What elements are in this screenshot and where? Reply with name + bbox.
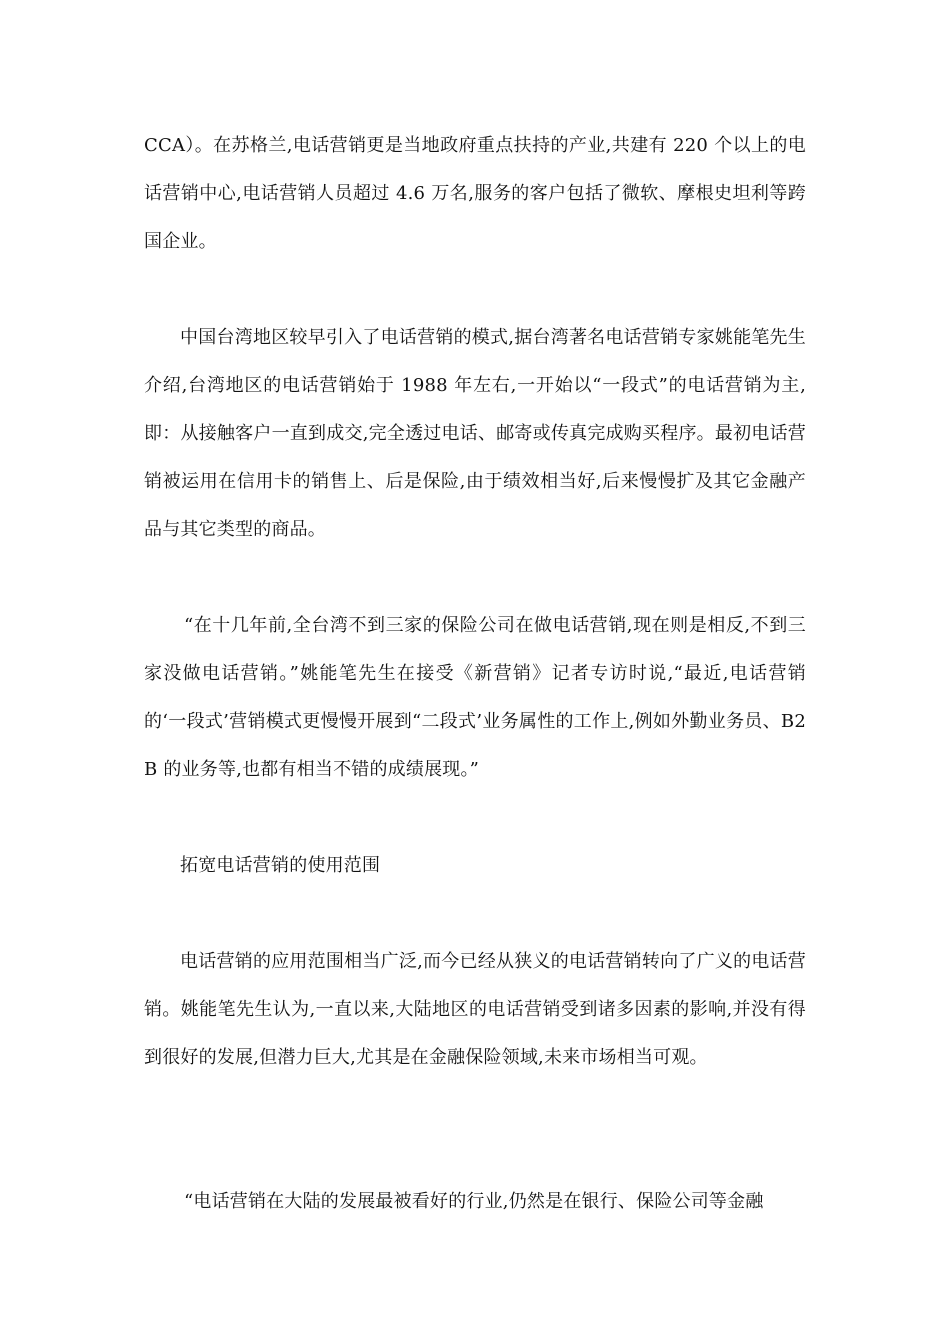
paragraph-quote-insurance: “在十几年前,全台湾不到三家的保险公司在做电话营销,现在则是相反,不到三家没做电话营销。”姚能笔先生在接受《新营销》记者专访时说,“最近,电话营销的‘一段式’营销模式更慢慢开展到“二段式’业务属性的工作上,例如外勤业务员、B2B 的业务等,也都有相当不错的成绩展现。” [144, 615, 806, 780]
paragraph-taiwan-history: 中国台湾地区较早引入了电话营销的模式,据台湾著名电话营销专家姚能笔先生介绍,台湾地区的电话营销始于 1988 年左右,一开始以“一段式”的电话营销为主,即：从接触客户一直到成交,完全透过电话、邮寄或传真完成购买程序。最初电话营销被运用在信用卡的销售上、后是保险,由于绩效相当好,后来慢慢扩及其它金融产品与其它类型的商品。 [144, 327, 806, 540]
paragraph-scope: 电话营销的应用范围相当广泛,而今已经从狭义的电话营销转向了广义的电话营销。姚能笔先生认为,一直以来,大陆地区的电话营销受到诸多因素的影响,并没有得到很好的发展,但潜力巨大,尤其是在金融保险领域,未来市场相当可观。 [144, 951, 806, 1068]
section-heading: 拓宽电话营销的使用范围 [180, 855, 381, 876]
paragraph-scotland: CCA）。在苏格兰,电话营销更是当地政府重点扶持的产业,共建有 220 个以上的电话营销中心,电话营销人员超过 4.6 万名,服务的客户包括了微软、摩根史坦利等跨国企业。 [144, 135, 806, 252]
paragraph-quote-mainland: “电话营销在大陆的发展最被看好的行业,仍然是在银行、保险公司等金融 [184, 1191, 764, 1212]
